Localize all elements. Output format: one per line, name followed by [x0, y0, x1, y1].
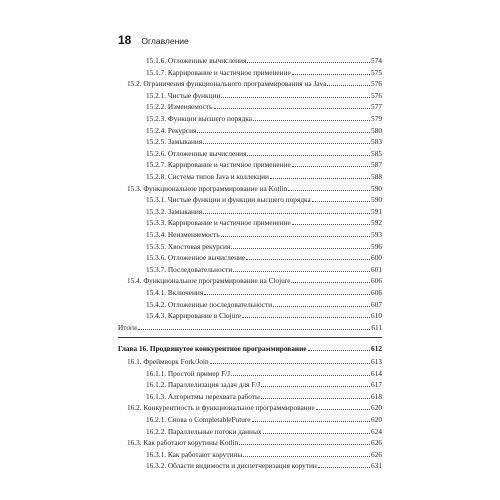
- toc-entry: [146, 148, 382, 160]
- toc-entry-title: 15.3.7. Последовательности: [146, 264, 233, 274]
- dot-leader: [197, 132, 370, 133]
- toc-entry-title: 15.4.3. Каррирование в Clojure: [146, 311, 242, 321]
- toc-entry-title: 15.2.1. Чистые функции: [146, 90, 221, 100]
- toc-entry: [146, 229, 382, 241]
- toc-entry: [127, 78, 382, 90]
- toc-entry: [146, 287, 382, 299]
- toc-entry: [146, 449, 382, 461]
- toc-entry-title: 16.3.1. Как работают корутины: [146, 449, 243, 459]
- toc-entry-page: 626: [371, 449, 382, 459]
- dot-leader: [233, 271, 370, 272]
- chapter-rule: [118, 337, 382, 338]
- toc-entry-title: Глава 16. Продвинутое конкурентное программирование: [118, 344, 307, 354]
- toc-entry-page: 617: [371, 380, 382, 390]
- dot-leader: [263, 433, 371, 434]
- toc-entry: [146, 113, 382, 125]
- toc-entry: [127, 183, 382, 195]
- toc-entry-page: 575: [371, 67, 382, 77]
- dot-leader: [316, 409, 370, 410]
- dot-leader: [138, 329, 370, 330]
- dot-leader: [273, 306, 370, 307]
- dot-leader: [292, 166, 370, 167]
- toc-entry: [127, 356, 382, 368]
- toc-entry: [127, 402, 382, 414]
- toc-entry: [146, 414, 382, 426]
- toc-entry-page: 618: [371, 391, 382, 401]
- toc-entry-page: 620: [371, 415, 382, 424]
- toc-entry-page: 579: [371, 114, 382, 123]
- toc-entry-title: 15.3.5. Хвостовая рекурсия: [146, 241, 231, 251]
- toc-entry-page: 590: [371, 183, 382, 193]
- dot-leader: [253, 120, 370, 121]
- dot-leader: [221, 236, 370, 237]
- toc-entry-title: 15.2.5. Замыкания: [146, 137, 203, 147]
- toc-entry-title: 15.3.4. Неизменяемость: [146, 230, 220, 239]
- dot-leader: [242, 317, 370, 318]
- toc-entry: [146, 67, 382, 79]
- dot-leader: [204, 294, 370, 295]
- toc-entry-title: 15.2.4. Рекурсия: [146, 125, 197, 135]
- toc-entry-page: 610: [371, 311, 382, 321]
- toc-entry: [146, 368, 382, 380]
- dot-leader: [247, 155, 370, 156]
- toc-entry: [146, 194, 382, 206]
- dot-leader: [203, 213, 370, 214]
- toc-entry-page: 607: [371, 299, 382, 309]
- toc-entry-title: 15.2.7. Каррирование и частичное применение: [146, 160, 291, 170]
- toc-entry: [146, 460, 382, 472]
- toc-entry: [146, 171, 382, 183]
- dot-leader: [312, 201, 370, 202]
- toc-entry-page: 614: [371, 368, 382, 378]
- toc-entry: [127, 275, 382, 287]
- dot-leader: [246, 259, 370, 260]
- dot-leader: [239, 444, 370, 445]
- toc-entry-title: 15.1.6. Отложенные вычисления: [146, 56, 247, 65]
- toc-entry-title: 15.2.8. Система типов Java и коллекции: [146, 172, 269, 181]
- toc-entry-page: 587: [371, 160, 382, 170]
- toc-entry-title: Итоги: [118, 322, 137, 332]
- toc-entry: [146, 391, 382, 403]
- toc-entry-page: 585: [371, 148, 382, 158]
- dot-leader: [292, 224, 370, 225]
- toc-chapter-entry: [118, 343, 382, 355]
- toc-entry-page: 596: [371, 241, 382, 251]
- toc-entry-title: 15.3.6. Отложенное вычисление: [146, 253, 246, 263]
- toc-entry-page: 600: [371, 253, 382, 263]
- toc-entry-title: 15.4.2. Отложенные последовательности: [146, 299, 273, 309]
- toc-entry: [146, 252, 382, 264]
- toc-entry: [146, 379, 382, 391]
- toc-entry: [146, 101, 382, 113]
- dot-leader: [327, 85, 370, 86]
- toc-entry-title: 15.3.1. Чистые функции и функции высшего порядка: [146, 195, 311, 205]
- running-title: Оглавление: [141, 36, 189, 46]
- toc-entry-page: 626: [371, 438, 382, 448]
- toc-entry-page: 588: [371, 172, 382, 181]
- toc-entry-title: 15.3.3. Каррирование и частичное применение: [146, 218, 291, 228]
- dot-leader: [288, 190, 370, 191]
- dot-leader: [270, 178, 370, 179]
- toc-entry-title: 16.1.1. Простой пример F/J: [146, 368, 231, 378]
- toc-entry-page: 601: [371, 264, 382, 274]
- toc-entry-title: 15.3.2. Замыкания: [146, 206, 203, 216]
- toc-entry-title: 16.2.1. Снова о CompletableFuture: [146, 415, 251, 424]
- toc-entry-page: 580: [371, 125, 382, 135]
- dot-leader: [261, 398, 370, 399]
- dot-leader: [247, 62, 370, 63]
- dot-leader: [203, 143, 370, 144]
- toc-entry-title: 16.1.3. Алгоритмы перехвата работы: [146, 391, 260, 401]
- toc-entry: [146, 241, 382, 253]
- running-head: [118, 33, 189, 49]
- toc-entry-title: 15.4. Функциональное программирование на Clojure: [127, 276, 291, 286]
- toc-entry-title: 15.2. Ограничения функционального программирования на Java: [127, 79, 327, 89]
- toc-entry-page: 624: [371, 426, 382, 436]
- toc-entry-title: 16.1.2. Параллелизация задач для F/J: [146, 380, 261, 390]
- toc-entry-page: 592: [371, 218, 382, 228]
- toc-entry-page: 620: [371, 403, 382, 413]
- toc-entry-title: 16.3.2. Области видимости и диспетчеризация корутин: [146, 461, 317, 471]
- toc-entry: [146, 426, 382, 438]
- toc-entry: [146, 217, 382, 229]
- toc-entry-page: 576: [371, 90, 382, 100]
- dot-leader: [291, 282, 370, 283]
- toc-entry-page: 631: [371, 461, 382, 471]
- toc-entry-title: 15.4.1. Включения: [146, 288, 204, 297]
- toc-entry: [118, 322, 382, 334]
- toc-entry-page: 606: [371, 288, 382, 297]
- toc-entry-page: 577: [371, 102, 382, 112]
- toc-entry-title: 15.2.6. Отложенные вычисления: [146, 148, 247, 158]
- toc-entry: [127, 437, 382, 449]
- toc-entry: [146, 310, 382, 322]
- dot-leader: [292, 74, 370, 75]
- page-number: 18: [118, 33, 132, 47]
- toc-entry-title: 15.1.7. Каррирование и частичное применение: [146, 67, 291, 77]
- dot-leader: [221, 97, 370, 98]
- toc-entry-title: 16.3. Как работают корутины Kotlin: [127, 438, 239, 448]
- toc-entry-page: 612: [371, 344, 382, 354]
- dot-leader: [210, 363, 370, 364]
- dot-leader: [231, 248, 370, 249]
- toc-entry-title: 15.2.3. Функции высшего порядка: [146, 114, 252, 123]
- toc-entry: [146, 206, 382, 218]
- toc-entry-title: 15.3. Функциональное программирование на Kotlin: [127, 183, 288, 193]
- toc-entry: [146, 55, 382, 67]
- dot-leader: [214, 108, 371, 109]
- dot-leader: [231, 375, 370, 376]
- toc-entry: [146, 299, 382, 311]
- toc-entry: [146, 136, 382, 148]
- toc-entry-title: 16.2. Конкурентность и функциональное программирование: [127, 403, 315, 413]
- toc-entry-page: 583: [371, 137, 382, 147]
- dot-leader: [252, 421, 371, 422]
- toc-entry: [146, 159, 382, 171]
- toc-entry-page: 576: [371, 79, 382, 89]
- toc-entry-page: 613: [371, 357, 382, 366]
- toc-entry-title: 15.2.2. Изменяемость: [146, 102, 213, 112]
- dot-leader: [243, 456, 370, 457]
- toc-entry-page: 574: [371, 56, 382, 65]
- toc-entry-title: 16.2.2. Параллельные потоки данных: [146, 426, 262, 436]
- toc-entry: [146, 90, 382, 102]
- toc-entry-page: 590: [371, 195, 382, 205]
- toc-entry: [146, 264, 382, 276]
- toc-entry-page: 611: [371, 322, 382, 332]
- toc-entry-title: 16.1. Фреймворк Fork/Join: [127, 357, 209, 366]
- dot-leader: [318, 467, 370, 468]
- toc-entry-page: 591: [371, 206, 382, 216]
- toc-entry: [146, 125, 382, 137]
- dot-leader: [308, 350, 371, 351]
- toc-entry-page: 606: [371, 276, 382, 286]
- toc-entry-page: 593: [371, 230, 382, 239]
- dot-leader: [261, 386, 370, 387]
